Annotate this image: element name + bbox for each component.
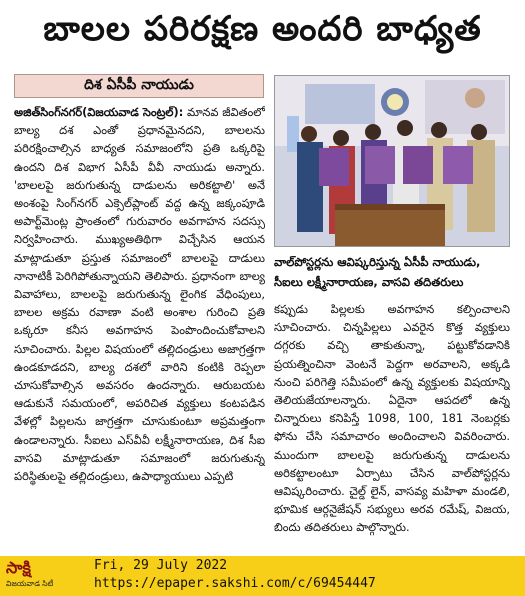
footer-bar bbox=[0, 556, 525, 596]
article-column-left bbox=[14, 103, 265, 550]
headline: బాలల పరిరక్షణ అందరి బాధ్యత bbox=[43, 9, 482, 49]
news-photo bbox=[274, 75, 510, 247]
article-text-left: మానవ జీవితంలో బాల్య దశ ఎంతో ప్రధానమైనదని, బాలలను పరిరక్షించాల్సిన బాధ్యత సమాజంలోని ప్రతి ఒక్కరిపై ఉందని దిశ విభాగ ఏసీపీ వీవీ నాయుడు అన్నారు. 'బాలలపై జరుగుతున్న దాడులను అరికట్టాలి' అనే అంశంపై సింగ్‌నగర్ ఎక్సెల్‌ప్లాంట్ వద్ద ఉన్న జక్కంపూడి అపార్ట్‌మెంట్ల ప్రాంతంలో గురువారం అవగాహన సదస్సు నిర్వహించారు. ముఖ్యఅతిథిగా విచ్చేసిన ఆయన మాట్లాడుతూ ప్రస్తుత సమాజంలో బాలలపై దాడులు నానాటికీ పెరిగిపోతున్నాయని తెలిపారు. ప్రధానంగా బాల్య వివాహాలు, బాలలపై జరుగుతున్న లైంగిక వేధింపులు, బాలల అక్రమ రవాణా వంటి అంశాల గురించి ప్రతి ఒక్కరూ కనీస అవగాహన పెంపొందించుకోవాలని సూచించారు. పిల్లల విషయంలో తల్లిదండ్రులు అజాగ్రత్తగా ఉండకూడదని, బాల్య దశలో వారిని కంటికి రెప్పలా చూసుకోవాల్సిన అవసరం ఉందన్నారు. ఆరుబయట ఆడుకునే సమయంలో, అపరిచిత వ్యక్తులు కంటపడిన వేళల్లో పిల్లలను జాగ్రత్తగా చూసుకుంటూ అప్రమత్తంగా ఉండాలన్నారు. సీఐలు ఎస్‌వీవీ లక్ష్మీనారాయణ, దిశ సీఐ వాసవి మాట్లాడుతూ సమాజంలో జరుగుతున్న పరిస్థితులపై తల్లిదండ్రులు, ఉపాధ్యాయులు ఎప్పటి bbox=[14, 105, 265, 484]
edition-label: విజయవాడ సిటీ bbox=[6, 579, 54, 588]
publication-date: Fri, 29 July 2022 bbox=[94, 558, 228, 573]
event-photo-image bbox=[275, 76, 510, 247]
photo-caption: వాల్‌పోస్టర్లను ఆవిష్కరిస్తున్న ఏసీపీ నాయుడు, సీఐలు లక్ష్మీనారాయణ, వాసవి తదితరులు bbox=[274, 255, 481, 289]
epaper-link[interactable]: https://epaper.sakshi.com/c/69454447 bbox=[94, 576, 376, 591]
dateline: అజిత్‌సింగ్‌నగర్(విజయవాడ సెంట్రల్): bbox=[14, 105, 184, 119]
article-column-right: కప్పుడు పిల్లలకు అవగాహన కల్పించాలని సూచించారు. చిన్నపిల్లలు ఎవరైన కొత్త వ్యక్తులు దగ్గరకు వచ్చి తాకుతున్నా, పట్టుకోవడానికి ప్రయత్నించినా వెంటనే పెద్దగా అరవాలని, అక్కడి నుంచి పరిగెత్తి సమీపంలో ఉన్న వ్యక్తులకు విషయాన్ని తెలియజేయాలన్నారు. ఏదైనా ఆపదలో ఉన్న చిన్నారులు కనిపిస్తే 1098, 100, 181 నెంబర్లకు ఫోను చేసి సమాచారం అందించాలని వివరించారు. ముందుగా బాలలపై జరుగుతున్న దాడులను అరికట్టాలంటూ ఏర్పాటు చేసిన వాల్‌పోస్టర్లను ఆవిష్కరించారు. చైల్డ్ లైన్, వాసవ్య మహిళా మండలి, భూమిక ఆర్గనైజేషన్ సభ్యులు అరవ రమేష్, విజయ, బిందు తదితరులు పాల్గొన్నారు. bbox=[274, 302, 510, 535]
logo-text: సాక్షి bbox=[6, 558, 31, 577]
sakshi-logo bbox=[4, 558, 68, 594]
byline-box: దిశ ఏసీపీ నాయుడు bbox=[14, 74, 264, 98]
